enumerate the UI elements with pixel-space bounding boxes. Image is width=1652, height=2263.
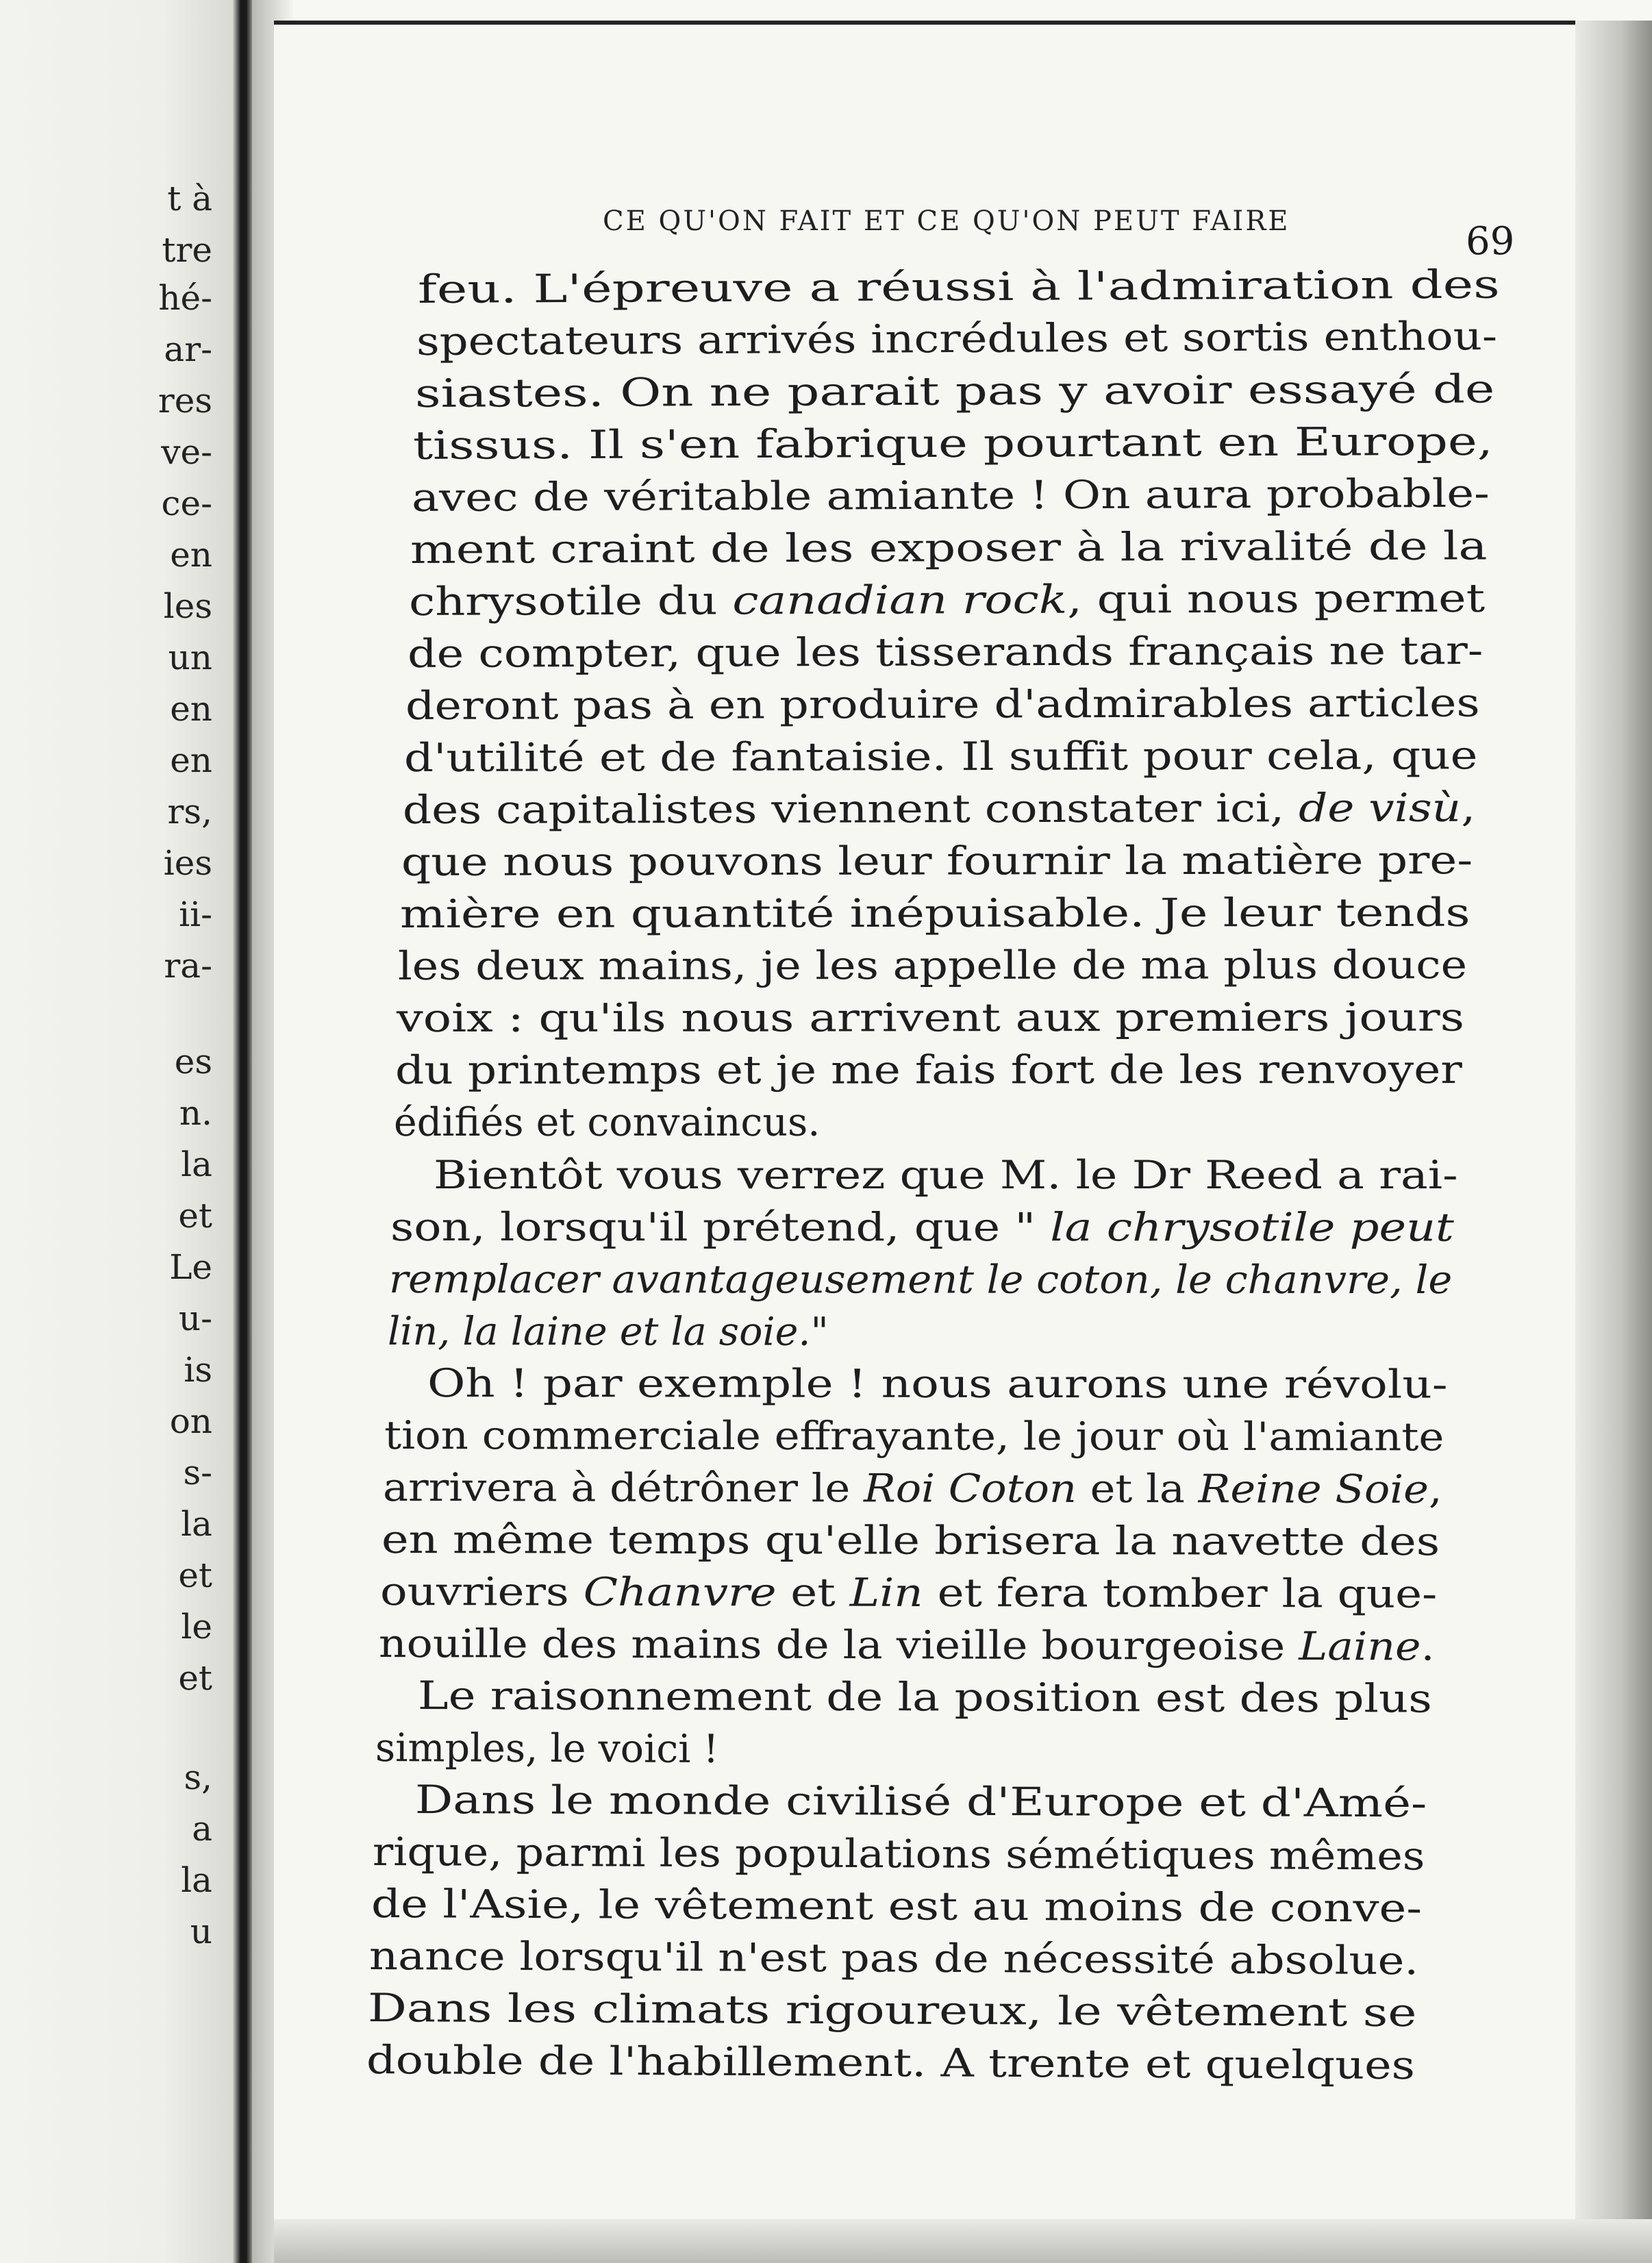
left-facing-page bbox=[0, 0, 233, 2263]
left-page-line: et bbox=[178, 1658, 212, 1698]
body-line: nance lorsqu'il n'est pas de nécessité absolue. bbox=[369, 1933, 1419, 1984]
left-page-line: ce- bbox=[161, 484, 212, 523]
left-page-line: a bbox=[192, 1809, 212, 1849]
body-line: tion commerciale effrayante, le jour où l'amiante bbox=[384, 1412, 1444, 1460]
body-line: spectateurs arrivés incrédules et sortis enthou- bbox=[416, 314, 1498, 365]
left-page-line: t à bbox=[167, 179, 212, 218]
left-page-line: rs, bbox=[167, 792, 212, 832]
left-page-line: ies bbox=[163, 843, 212, 883]
left-page-line: u bbox=[190, 1912, 212, 1951]
body-line: chrysotile du canadian rock, qui nous permet bbox=[408, 575, 1485, 625]
body-line: deront pas à en produire d'admirables articles bbox=[405, 680, 1481, 729]
body-line: édifiés et convaincus. bbox=[393, 1100, 821, 1146]
book-gutter bbox=[233, 0, 252, 2263]
body-line: les deux mains, je les appelle de ma plus douce bbox=[398, 942, 1468, 990]
left-page-line: et bbox=[178, 1196, 212, 1236]
left-page-line: les bbox=[163, 586, 212, 626]
left-page-line: ii- bbox=[179, 895, 212, 934]
page-edge-bottom bbox=[274, 2219, 1652, 2263]
left-page-line: is bbox=[184, 1350, 212, 1390]
left-page-line: Le bbox=[169, 1247, 212, 1287]
body-line: lin, la laine et la soie." bbox=[387, 1308, 829, 1355]
left-page-line: n. bbox=[179, 1093, 212, 1133]
body-line: ouvriers Chanvre et Lin et fera tomber la que- bbox=[379, 1568, 1438, 1617]
body-line: nouille des mains de la vieille bourgeoise Laine. bbox=[378, 1621, 1435, 1670]
left-page-line: la bbox=[181, 1504, 212, 1544]
left-page-line: en bbox=[170, 740, 212, 780]
running-header: CE QU'ON FAIT ET CE QU'ON PEUT FAIRE bbox=[603, 205, 1290, 237]
body-line: de compter, que les tisserands français ne tar- bbox=[407, 628, 1484, 677]
left-page-line: un bbox=[168, 638, 212, 677]
body-line: Dans le monde civilisé d'Europe et d'Amé- bbox=[414, 1777, 1427, 1827]
left-page-line: es bbox=[174, 1042, 212, 1082]
body-line: tissus. Il s'en fabrique pourtant en Europe, bbox=[413, 418, 1494, 469]
left-page-line: en bbox=[170, 535, 212, 575]
left-page-line: on bbox=[169, 1401, 212, 1441]
body-line: arrivera à détrôner le Roi Coton et la Reine Soie, bbox=[383, 1464, 1442, 1512]
body-line: feu. L'épreuve a réussi à l'admiration des bbox=[417, 262, 1500, 312]
body-line: mière en quantité inépuisable. Je leur tends bbox=[399, 890, 1470, 938]
left-page-line: en bbox=[170, 689, 212, 729]
left-page-line: u- bbox=[178, 1299, 212, 1338]
body-line: rique, parmi les populations sémétiques mêmes bbox=[372, 1829, 1425, 1879]
body-line: Oh ! par exemple ! nous aurons une révolu- bbox=[427, 1360, 1448, 1408]
body-line: son, lorsqu'il prétend, que " la chrysotile peut bbox=[390, 1204, 1455, 1250]
body-line: de l'Asie, le vêtement est au moins de conve- bbox=[371, 1881, 1422, 1931]
left-page-line: la bbox=[181, 1860, 212, 1900]
body-line: Bientôt vous verrez que M. le Dr Reed a rai- bbox=[433, 1152, 1458, 1198]
body-line: Dans les climats rigoureux, le vêtement se bbox=[367, 1985, 1417, 2036]
left-page-line: le bbox=[181, 1607, 212, 1647]
left-page-line: ve- bbox=[161, 432, 212, 472]
body-line: remplacer avantageusement le coton, le chanvre, le bbox=[389, 1256, 1453, 1303]
body-line: que nous pouvons leur fournir la matière pre- bbox=[401, 838, 1473, 886]
body-line: d'utilité et de fantaisie. Il suffit pour cela, que bbox=[404, 733, 1478, 782]
body-line: siastes. On ne parait pas y avoir essayé de bbox=[414, 366, 1495, 417]
left-page-line: hé- bbox=[158, 278, 212, 318]
left-page-line: ra- bbox=[164, 946, 212, 986]
body-line: double de l'habillement. A trente et quelques bbox=[366, 2038, 1416, 2088]
body-line: voix : qu'ils nous arrivent aux premiers jours bbox=[397, 995, 1465, 1042]
left-page-line: ar- bbox=[164, 329, 212, 369]
body-line: avec de véritable amiante ! On aura probable- bbox=[411, 471, 1490, 521]
left-page-line: et bbox=[178, 1555, 212, 1595]
page-number: 69 bbox=[1466, 219, 1515, 264]
left-page-line: tre bbox=[162, 230, 212, 270]
body-line: des capitalistes viennent constater ici, de visù, bbox=[402, 785, 1476, 834]
left-page-line: s, bbox=[184, 1758, 212, 1797]
body-line: en même temps qu'elle brisera la navette des bbox=[381, 1516, 1440, 1564]
body-line: ment craint de les exposer à la rivalité de la bbox=[410, 523, 1488, 573]
body-line: du printemps et je me fais fort de les renvoyer bbox=[395, 1047, 1462, 1094]
page-edge-right bbox=[1575, 21, 1652, 2263]
left-page-line: s- bbox=[183, 1453, 212, 1492]
body-line: Le raisonnement de la position est des plus bbox=[418, 1673, 1433, 1722]
left-page-line: la bbox=[181, 1145, 212, 1184]
left-page-line: res bbox=[158, 381, 212, 421]
body-line: simples, le voici ! bbox=[375, 1725, 719, 1772]
